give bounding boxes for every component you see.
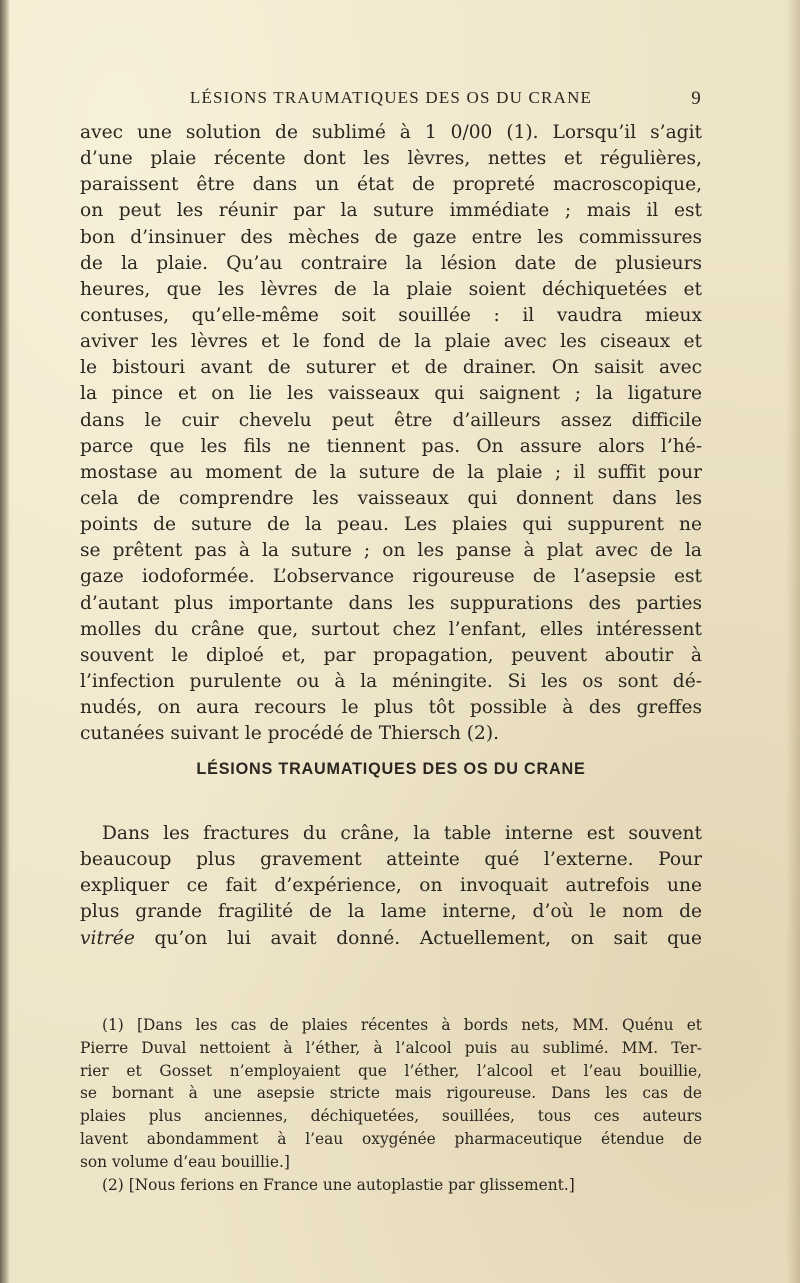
- body-line: points de suture de la peau. Les plaies qui suppurent ne: [80, 514, 702, 536]
- body-line: d’une plaie récente dont les lèvres, nettes et régulières,: [80, 148, 702, 170]
- section-paragraph: [80, 821, 702, 952]
- body-line: avec une solution de sublimé à 1 0/00 (1). Lorsqu’il s’agit: [80, 122, 702, 143]
- body-line: d’autant plus importante dans les suppurations des parties: [80, 592, 702, 614]
- body-line: aviver les lèvres et le fond de la plaie avec les ciseaux et: [80, 331, 702, 353]
- body-line: cutanées suivant le procédé de Thiersch (2).: [80, 723, 499, 745]
- body-line: parce que les fils ne tiennent pas. On assure alors l’hé-: [80, 435, 702, 457]
- body-line: heures, que les lèvres de la plaie soient déchiquetées et: [80, 278, 702, 300]
- running-title: LÉSIONS TRAUMATIQUES DES OS DU CRANE: [189, 88, 593, 107]
- body-line: de la plaie. Qu’au contraire la lésion date de plusieurs: [80, 252, 702, 274]
- page-edge-right: [786, 0, 800, 1283]
- body-line: cela de comprendre les vaisseaux qui donnent dans les: [80, 487, 702, 509]
- body-line: dans le cuir chevelu peut être d’ailleurs assez difficile: [80, 409, 702, 431]
- page-edge-shadow: [0, 0, 10, 1283]
- section-line: plus grande fragilité de la lame interne, d’où le nom de: [80, 901, 702, 923]
- running-head: [80, 88, 702, 110]
- body-line: contuses, qu’elle-même soit souillée : il vaudra mieux: [80, 304, 702, 326]
- body-line: nudés, on aura recours le plus tôt possible à des greffes: [80, 697, 702, 719]
- body-line: l’infection purulente ou à la méningite. Si les os sont dé-: [80, 670, 702, 692]
- body-paragraph: [80, 120, 702, 747]
- footnote-line: (2) [Nous ferions en France une autoplastie par glissement.]: [102, 1175, 575, 1194]
- footnote-line: Pierre Duval nettoient à l’éther, à l’alcool puis au sublimé. MM. Ter-: [80, 1038, 702, 1057]
- body-line: le bistouri avant de suturer et de drainer. On saisit avec: [80, 357, 702, 379]
- body-line: se prêtent pas à la suture ; on les panse à plat avec de la: [80, 540, 702, 562]
- body-line: molles du crâne que, surtout chez l’enfant, elles intéressent: [80, 618, 702, 640]
- body-line: on peut les réunir par la suture immédiate ; mais il est: [80, 200, 702, 222]
- italic-term: vitrée: [80, 927, 135, 949]
- footnote-line: son volume d’eau bouillie.]: [80, 1152, 290, 1171]
- section-line-rest: qu’on lui avait donné. Actuellement, on sait que: [134, 927, 702, 949]
- body-line: bon d’insinuer des mèches de gaze entre les commissures: [80, 226, 702, 248]
- page-number: 9: [691, 88, 702, 109]
- footnote-line: plaies plus anciennes, déchiquetées, souillées, tous ces auteurs: [80, 1107, 702, 1126]
- body-line: mostase au moment de la suture de la plaie ; il suffit pour: [80, 461, 702, 483]
- body-line: paraissent être dans un état de propreté macroscopique,: [80, 174, 702, 196]
- body-line: gaze iodoformée. L’observance rigoureuse de l’asepsie est: [80, 566, 702, 588]
- footnote-line: lavent abondamment à l’eau oxygénée pharmaceutique étendue de: [80, 1129, 702, 1148]
- footnotes: [80, 1014, 702, 1196]
- section-line: [80, 926, 702, 952]
- footnote-line: rier et Gosset n’employaient que l’éther, l’alcool et l’eau bouillie,: [80, 1061, 702, 1080]
- section-line: expliquer ce fait d’expérience, on invoquait autrefois une: [80, 875, 702, 897]
- section-line: Dans les fractures du crâne, la table interne est souvent: [102, 823, 702, 844]
- footnote-line: se bornant à une asepsie stricte mais rigoureuse. Dans les cas de: [80, 1084, 702, 1103]
- section-heading: LÉSIONS TRAUMATIQUES DES OS DU CRANE: [196, 760, 586, 778]
- section-line: beaucoup plus gravement atteinte qué l’externe. Pour: [80, 849, 702, 871]
- body-line: la pince et on lie les vaisseaux qui saignent ; la ligature: [80, 383, 702, 405]
- body-line: souvent le diploé et, par propagation, peuvent aboutir à: [80, 644, 702, 666]
- footnote-line: (1) [Dans les cas de plaies récentes à bords nets, MM. Quénu et: [102, 1016, 702, 1034]
